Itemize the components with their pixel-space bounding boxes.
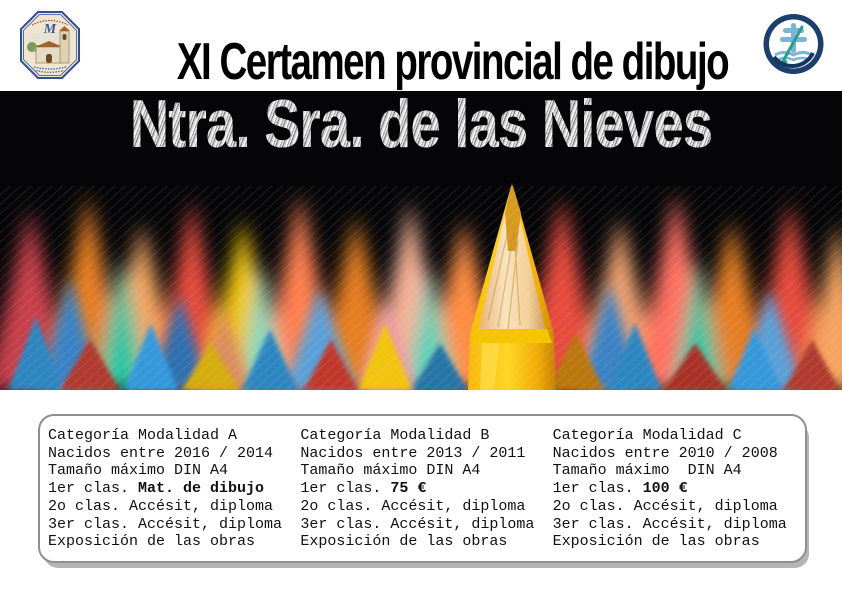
poster-title-text: XI Certamen provincial de dibujo	[176, 33, 729, 91]
first-class-label: 1er clas.	[300, 480, 391, 498]
first-class-prize: Mat. de dibujo	[138, 480, 265, 498]
poster-title	[80, 34, 762, 90]
banner	[0, 91, 842, 162]
colored-pencil-tips-photo	[0, 91, 842, 390]
category-first-class	[300, 480, 552, 498]
category-born: Nacidos entre 2013 / 2011	[300, 444, 526, 462]
category-third-class: 3er clas. Accésit, diploma	[48, 515, 283, 533]
patriarchal-cross-circle-emblem-icon	[762, 13, 825, 75]
category-col-a	[48, 427, 300, 561]
category-second-class: 2o clas. Accésit, diploma	[48, 497, 274, 515]
first-class-prize: 75 €	[390, 480, 427, 498]
category-first-class	[553, 480, 805, 498]
category-exhibition: Exposición de las obras	[48, 533, 256, 551]
banner-text: Ntra. Sra. de las Nieves	[129, 91, 713, 162]
category-third-class: 3er clas. Accésit, diploma	[300, 515, 535, 533]
categories-info-box	[38, 414, 807, 563]
sketch-hatch-overlay	[0, 186, 842, 390]
category-name: Categoría Modalidad B	[300, 427, 490, 444]
category-max-size: Tamaño máximo DIN A4	[300, 462, 481, 480]
category-col-b	[300, 427, 552, 561]
category-name: Categoría Modalidad C	[552, 427, 742, 444]
category-second-class: 2o clas. Accésit, diploma	[300, 497, 526, 515]
category-name: Categoría Modalidad A	[48, 427, 238, 444]
category-exhibition: Exposición de las obras	[300, 533, 508, 551]
category-exhibition: Exposición de las obras	[552, 533, 760, 551]
category-second-class: 2o clas. Accésit, diploma	[552, 497, 778, 515]
first-class-label: 1er clas.	[552, 480, 643, 498]
category-col-c	[553, 427, 805, 561]
category-first-class	[48, 480, 300, 498]
church-octagon-emblem-icon	[20, 11, 80, 79]
category-third-class: 3er clas. Accésit, diploma	[552, 515, 787, 533]
svg-text:M: M	[43, 22, 57, 37]
category-born: Nacidos entre 2010 / 2008	[552, 444, 778, 462]
first-class-prize: 100 €	[642, 480, 688, 498]
category-born: Nacidos entre 2016 / 2014	[48, 444, 274, 462]
category-max-size: Tamaño máximo DIN A4	[552, 462, 742, 480]
category-max-size: Tamaño máximo DIN A4	[48, 462, 229, 480]
first-class-label: 1er clas.	[48, 480, 139, 498]
